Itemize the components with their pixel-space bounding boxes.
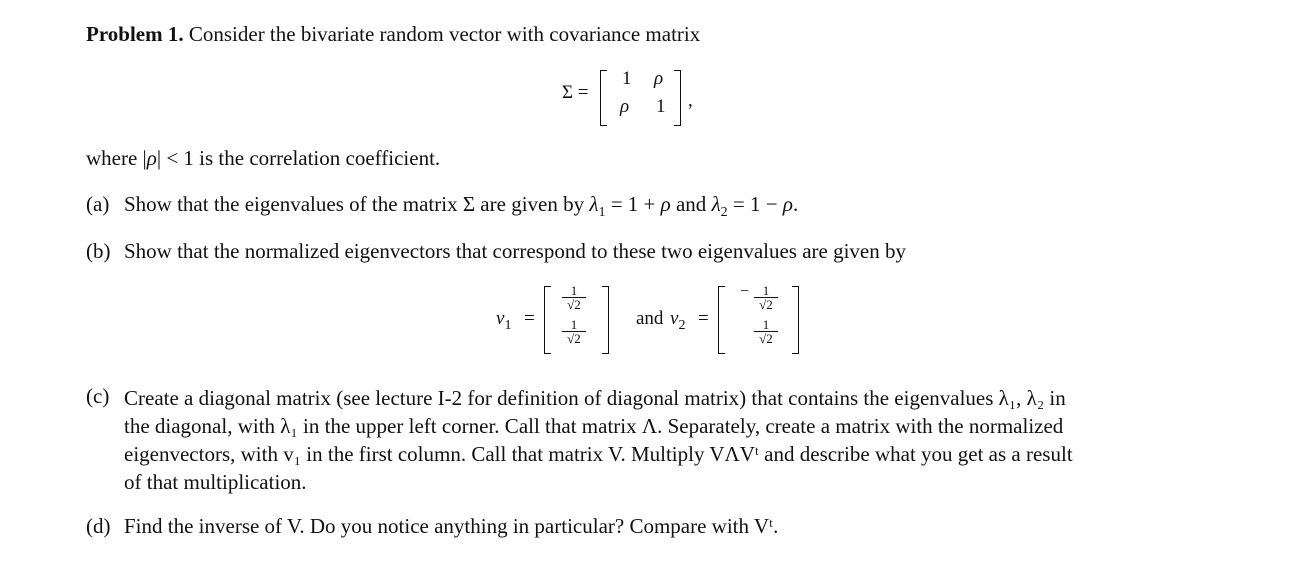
v2-left-bracket (718, 286, 725, 354)
matrix-cell-12: ρ (654, 68, 664, 89)
sigma-matrix-equation (562, 70, 712, 126)
eigenvector-equation: $v_1$ = $\frac{1}{√2}$ $\frac{1}{√2}$ and $v_2$ = − $\frac{1}{√2}$ $\frac{1}{√2}$ (490, 284, 820, 358)
problem-title: Problem 1. (86, 22, 184, 46)
and-text: and (636, 308, 664, 329)
v2-entry-1: $\frac{1}{√2}$ (754, 284, 778, 311)
part-c-text: Create a diagonal matrix (see lecture I-2 for definition of diagonal matrix) that contains the eigenvalues λ₁, λ₂ in the diagonal, with λ₁ in the upper left corner. Call that matrix Λ. Separately, create a matrix with the normalized eigenvectors, with v₁ in the first column. Call that matrix V. Multiply VΛVᵗ and describe what you get as a result of that multiplication. (124, 386, 1073, 494)
v2-right-bracket (792, 286, 799, 354)
right-bracket (674, 70, 681, 126)
part-a-label: (a) (86, 192, 110, 216)
v1-entry-2: $\frac{1}{√2}$ (562, 318, 586, 345)
v1-left-bracket (544, 286, 551, 354)
v2-minus: − (740, 283, 750, 300)
part-d-label: (d) (86, 514, 111, 538)
matrix-cell-22: 1 (656, 96, 666, 117)
where-line: where |ρ| < 1 is the correlation coefficient. (86, 146, 441, 170)
matrix-cell-11: 1 (622, 68, 632, 89)
v2-entry-2: $\frac{1}{√2}$ (754, 318, 778, 345)
v1-right-bracket (602, 286, 609, 354)
part-b-label: (b) (86, 239, 111, 263)
part-d: (d) Find the inverse of V. Do you notice anything in particular? Compare with Vᵗ. (86, 514, 779, 538)
matrix-cell-21: ρ (620, 96, 630, 117)
v1-symbol: $v_1$ (496, 308, 512, 333)
sigma-symbol: Σ = (562, 82, 589, 103)
problem-intro: Consider the bivariate random vector with covariance matrix (188, 22, 701, 46)
part-b: (b) Show that the normalized eigenvectors that correspond to these two eigenvalues are given by (86, 239, 907, 263)
part-a: (a) Show that the eigenvalues of the matrix Σ are given by $\lambda_1 = 1 + \rho$ and $\lambda_2 = 1 - \rho$. (86, 192, 799, 220)
left-bracket (600, 70, 607, 126)
v1-entry-1: $\frac{1}{√2}$ (562, 284, 586, 311)
problem-heading (86, 22, 700, 47)
part-c-label: (c) (86, 384, 110, 408)
sigma-comma: , (688, 90, 693, 111)
v2-symbol: $v_2$ (670, 308, 686, 333)
